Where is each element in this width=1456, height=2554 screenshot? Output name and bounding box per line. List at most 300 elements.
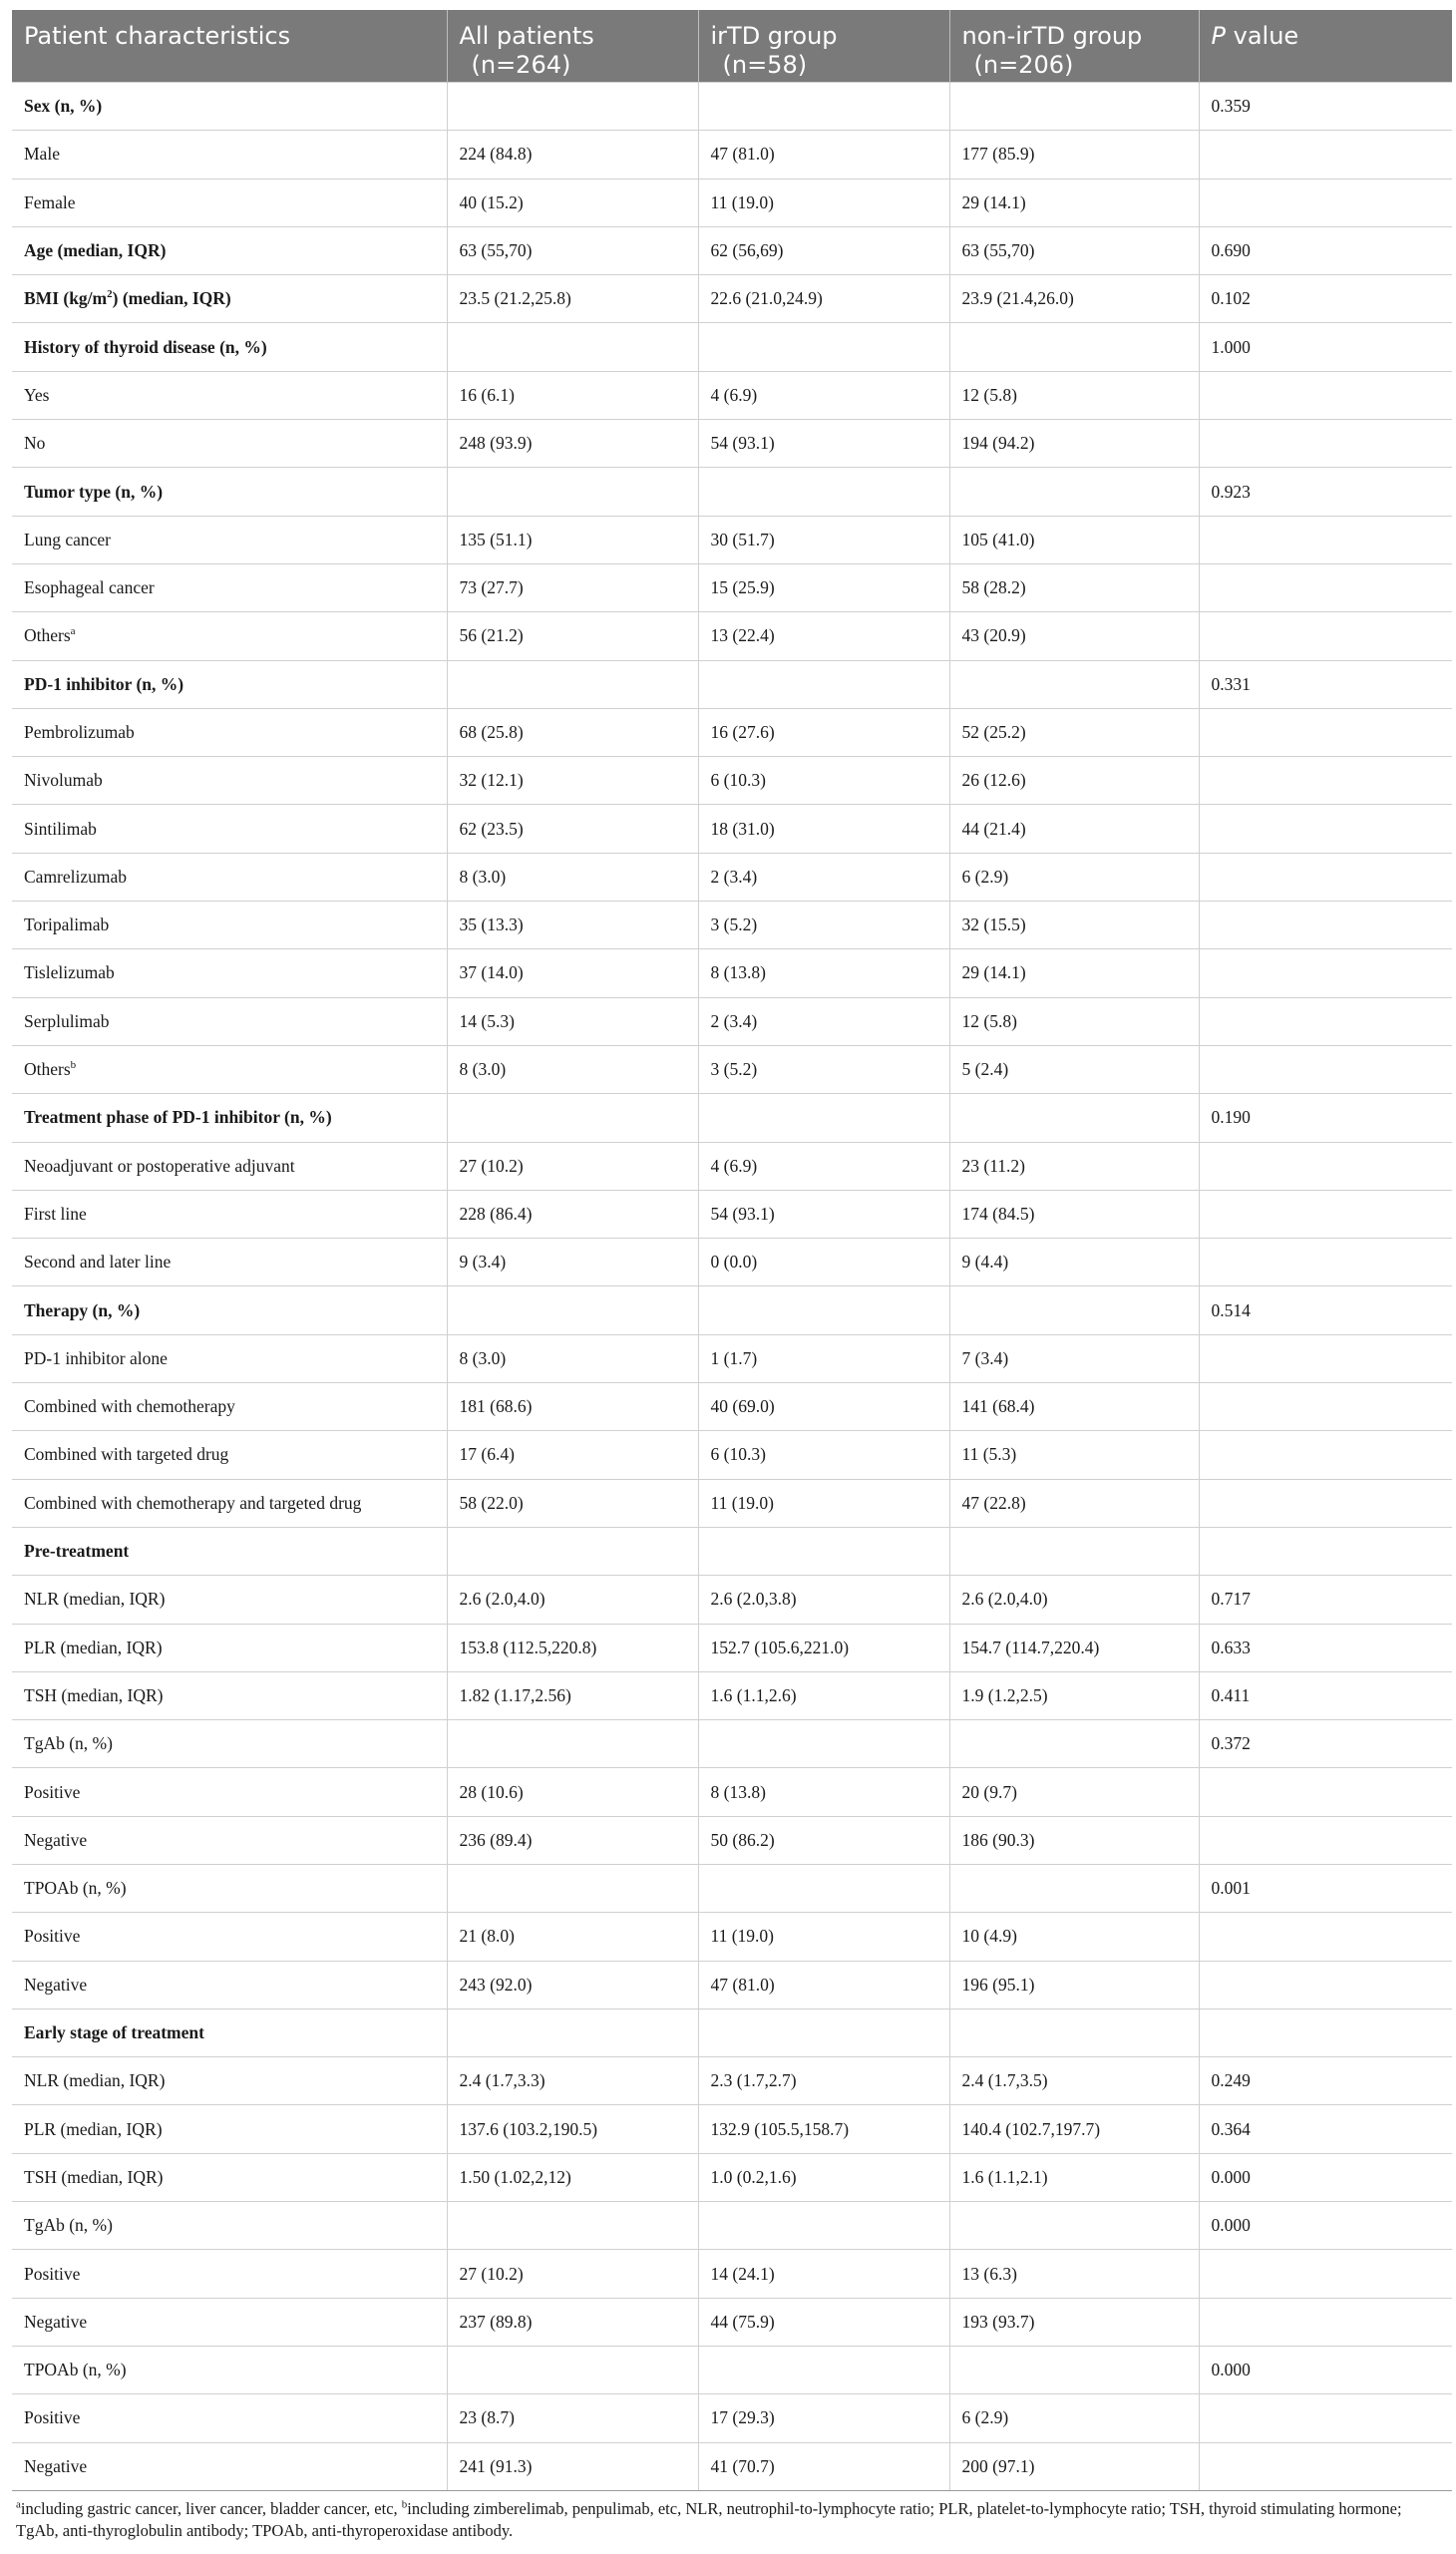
table-row: [12, 1576, 1452, 1624]
cell-all-patients: [447, 323, 698, 371]
cell-p-value: [1199, 1383, 1452, 1431]
cell-non-irtd-group: [949, 2008, 1199, 2056]
cell-characteristic: First line: [12, 1190, 447, 1238]
cell-characteristic: Tumor type (n, %): [12, 468, 447, 516]
cell-non-irtd-group: [949, 1527, 1199, 1575]
table-row: [12, 612, 1452, 660]
cell-p-value: [1199, 2250, 1452, 2298]
cell-non-irtd-group: 5 (2.4): [949, 1045, 1199, 1093]
cell-p-value: 0.633: [1199, 1624, 1452, 1671]
cell-p-value: [1199, 708, 1452, 756]
cell-irtd-group: 41 (70.7): [698, 2442, 949, 2490]
table-row: [12, 997, 1452, 1045]
cell-p-value: [1199, 1913, 1452, 1961]
cell-characteristic: TgAb (n, %): [12, 2202, 447, 2250]
table-row: [12, 2250, 1452, 2298]
cell-irtd-group: [698, 468, 949, 516]
table-row: [12, 275, 1452, 323]
cell-all-patients: 37 (14.0): [447, 949, 698, 997]
table-body: [12, 83, 1452, 2491]
cell-characteristic: NLR (median, IQR): [12, 2057, 447, 2105]
table-row: [12, 1239, 1452, 1286]
cell-characteristic: Neoadjuvant or postoperative adjuvant: [12, 1142, 447, 1190]
table-row: [12, 1479, 1452, 1527]
cell-characteristic: BMI $(kg/m^2)$ (median, IQR): [12, 275, 447, 323]
cell-all-patients: 153.8 (112.5,220.8): [447, 1624, 698, 1671]
cell-p-value: 0.923: [1199, 468, 1452, 516]
cell-irtd-group: 2 (3.4): [698, 997, 949, 1045]
cell-p-value: [1199, 1527, 1452, 1575]
table-row: [12, 1768, 1452, 1816]
cell-characteristic: TgAb (n, %): [12, 1720, 447, 1768]
cell-p-value: [1199, 1479, 1452, 1527]
cell-non-irtd-group: [949, 1094, 1199, 1142]
table-row: [12, 853, 1452, 901]
cell-p-value: [1199, 420, 1452, 468]
cell-all-patients: 32 (12.1): [447, 757, 698, 805]
cell-non-irtd-group: 177 (85.9): [949, 131, 1199, 179]
cell-p-value: [1199, 131, 1452, 179]
cell-irtd-group: [698, 2202, 949, 2250]
header-non-irtd-group: non-irTD group (n=206): [949, 10, 1199, 83]
table-row: [12, 2008, 1452, 2056]
cell-all-patients: 28 (10.6): [447, 1768, 698, 1816]
cell-p-value: [1199, 1045, 1452, 1093]
cell-p-value: [1199, 997, 1452, 1045]
cell-p-value: [1199, 949, 1452, 997]
cell-non-irtd-group: 58 (28.2): [949, 563, 1199, 611]
cell-all-patients: [447, 1286, 698, 1334]
table-row: [12, 2202, 1452, 2250]
cell-all-patients: [447, 83, 698, 131]
cell-irtd-group: [698, 2008, 949, 2056]
cell-p-value: [1199, 1768, 1452, 1816]
cell-irtd-group: 3 (5.2): [698, 902, 949, 949]
cell-irtd-group: 54 (93.1): [698, 420, 949, 468]
table-row: [12, 1624, 1452, 1671]
cell-irtd-group: 2.6 (2.0,3.8): [698, 1576, 949, 1624]
cell-all-patients: 135 (51.1): [447, 516, 698, 563]
table-row: [12, 516, 1452, 563]
table-row: [12, 902, 1452, 949]
cell-non-irtd-group: [949, 1720, 1199, 1768]
cell-non-irtd-group: [949, 2202, 1199, 2250]
table-row: [12, 1045, 1452, 1093]
cell-non-irtd-group: 194 (94.2): [949, 420, 1199, 468]
cell-p-value: [1199, 1239, 1452, 1286]
table-row: [12, 371, 1452, 419]
cell-non-irtd-group: 23.9 (21.4,26.0): [949, 275, 1199, 323]
cell-characteristic: Second and later line: [12, 1239, 447, 1286]
cell-irtd-group: 8 (13.8): [698, 949, 949, 997]
cell-all-patients: 8 (3.0): [447, 1334, 698, 1382]
cell-irtd-group: 152.7 (105.6,221.0): [698, 1624, 949, 1671]
cell-all-patients: 9 (3.4): [447, 1239, 698, 1286]
cell-p-value: 0.364: [1199, 2105, 1452, 2153]
cell-all-patients: 68 (25.8): [447, 708, 698, 756]
table-row: [12, 2057, 1452, 2105]
cell-characteristic: Negative: [12, 2298, 447, 2346]
cell-all-patients: 73 (27.7): [447, 563, 698, 611]
cell-p-value: [1199, 612, 1452, 660]
cell-all-patients: [447, 1527, 698, 1575]
cell-characteristic: PLR (median, IQR): [12, 2105, 447, 2153]
cell-p-value: [1199, 179, 1452, 226]
cell-non-irtd-group: 7 (3.4): [949, 1334, 1199, 1382]
table-row: [12, 757, 1452, 805]
table-row: [12, 83, 1452, 131]
table-row: [12, 1142, 1452, 1190]
cell-irtd-group: 15 (25.9): [698, 563, 949, 611]
cell-irtd-group: [698, 323, 949, 371]
cell-irtd-group: 4 (6.9): [698, 371, 949, 419]
cell-irtd-group: 44 (75.9): [698, 2298, 949, 2346]
cell-p-value: 0.000: [1199, 2346, 1452, 2393]
cell-irtd-group: [698, 1720, 949, 1768]
cell-all-patients: 8 (3.0): [447, 1045, 698, 1093]
table-row: [12, 1720, 1452, 1768]
cell-irtd-group: 2.3 (1.7,2.7): [698, 2057, 949, 2105]
cell-non-irtd-group: [949, 323, 1199, 371]
cell-p-value: [1199, 2442, 1452, 2490]
cell-characteristic: Others$^b$: [12, 1045, 447, 1093]
table-row: [12, 949, 1452, 997]
header-patient-characteristics: Patient characteristics: [12, 10, 447, 83]
cell-p-value: [1199, 1431, 1452, 1479]
cell-characteristic: Female: [12, 179, 447, 226]
cell-non-irtd-group: 44 (21.4): [949, 805, 1199, 853]
cell-non-irtd-group: 10 (4.9): [949, 1913, 1199, 1961]
table-row: [12, 468, 1452, 516]
cell-non-irtd-group: 11 (5.3): [949, 1431, 1199, 1479]
cell-all-patients: 21 (8.0): [447, 1913, 698, 1961]
cell-characteristic: TPOAb (n, %): [12, 1864, 447, 1912]
cell-all-patients: 23.5 (21.2,25.8): [447, 275, 698, 323]
header-p-value: P value: [1199, 10, 1452, 83]
characteristics-table-figure: [12, 10, 1452, 2542]
cell-characteristic: Nivolumab: [12, 757, 447, 805]
cell-irtd-group: 40 (69.0): [698, 1383, 949, 1431]
cell-p-value: 0.000: [1199, 2153, 1452, 2201]
cell-non-irtd-group: 1.9 (1.2,2.5): [949, 1671, 1199, 1719]
cell-characteristic: Others$^a$: [12, 612, 447, 660]
cell-p-value: 0.249: [1199, 2057, 1452, 2105]
cell-non-irtd-group: 32 (15.5): [949, 902, 1199, 949]
cell-non-irtd-group: [949, 2346, 1199, 2393]
cell-irtd-group: [698, 83, 949, 131]
cell-p-value: [1199, 563, 1452, 611]
table-row: [12, 131, 1452, 179]
cell-non-irtd-group: 1.6 (1.1,2.1): [949, 2153, 1199, 2201]
cell-non-irtd-group: 29 (14.1): [949, 179, 1199, 226]
cell-all-patients: 16 (6.1): [447, 371, 698, 419]
cell-irtd-group: 54 (93.1): [698, 1190, 949, 1238]
cell-p-value: 0.000: [1199, 2202, 1452, 2250]
cell-characteristic: Sintilimab: [12, 805, 447, 853]
cell-irtd-group: 3 (5.2): [698, 1045, 949, 1093]
cell-all-patients: [447, 1720, 698, 1768]
cell-non-irtd-group: [949, 1286, 1199, 1334]
cell-p-value: [1199, 516, 1452, 563]
table-row: [12, 1383, 1452, 1431]
cell-characteristic: TSH (median, IQR): [12, 1671, 447, 1719]
cell-irtd-group: 62 (56,69): [698, 226, 949, 274]
table-row: [12, 2153, 1452, 2201]
cell-irtd-group: 0 (0.0): [698, 1239, 949, 1286]
cell-irtd-group: 16 (27.6): [698, 708, 949, 756]
cell-all-patients: 56 (21.2): [447, 612, 698, 660]
table-row: [12, 323, 1452, 371]
cell-all-patients: [447, 1094, 698, 1142]
table-row: [12, 660, 1452, 708]
cell-non-irtd-group: 6 (2.9): [949, 853, 1199, 901]
cell-characteristic: Lung cancer: [12, 516, 447, 563]
table-row: [12, 420, 1452, 468]
cell-all-patients: 17 (6.4): [447, 1431, 698, 1479]
cell-characteristic: TPOAb (n, %): [12, 2346, 447, 2393]
cell-all-patients: 14 (5.3): [447, 997, 698, 1045]
cell-all-patients: 27 (10.2): [447, 1142, 698, 1190]
cell-non-irtd-group: 200 (97.1): [949, 2442, 1199, 2490]
cell-non-irtd-group: 2.4 (1.7,3.5): [949, 2057, 1199, 2105]
cell-characteristic: Age (median, IQR): [12, 226, 447, 274]
cell-all-patients: 2.4 (1.7,3.3): [447, 2057, 698, 2105]
cell-characteristic: Camrelizumab: [12, 853, 447, 901]
cell-characteristic: Early stage of treatment: [12, 2008, 447, 2056]
cell-all-patients: 58 (22.0): [447, 1479, 698, 1527]
cell-characteristic: PD-1 inhibitor alone: [12, 1334, 447, 1382]
table-row: [12, 805, 1452, 853]
cell-characteristic: Male: [12, 131, 447, 179]
cell-irtd-group: 17 (29.3): [698, 2394, 949, 2442]
cell-irtd-group: 132.9 (105.5,158.7): [698, 2105, 949, 2153]
cell-p-value: [1199, 1816, 1452, 1864]
patient-characteristics-table: [12, 10, 1452, 2491]
cell-p-value: 0.359: [1199, 83, 1452, 131]
cell-irtd-group: 2 (3.4): [698, 853, 949, 901]
cell-irtd-group: 50 (86.2): [698, 1816, 949, 1864]
cell-characteristic: Toripalimab: [12, 902, 447, 949]
cell-non-irtd-group: 12 (5.8): [949, 371, 1199, 419]
cell-non-irtd-group: 43 (20.9): [949, 612, 1199, 660]
cell-all-patients: 8 (3.0): [447, 853, 698, 901]
cell-characteristic: Negative: [12, 1961, 447, 2008]
table-row: [12, 1961, 1452, 2008]
cell-all-patients: 241 (91.3): [447, 2442, 698, 2490]
cell-non-irtd-group: 193 (93.7): [949, 2298, 1199, 2346]
cell-p-value: 0.372: [1199, 1720, 1452, 1768]
cell-non-irtd-group: 186 (90.3): [949, 1816, 1199, 1864]
cell-non-irtd-group: 29 (14.1): [949, 949, 1199, 997]
cell-p-value: [1199, 805, 1452, 853]
cell-characteristic: Positive: [12, 2250, 447, 2298]
cell-irtd-group: 11 (19.0): [698, 1913, 949, 1961]
table-row: [12, 2394, 1452, 2442]
table-row: [12, 563, 1452, 611]
cell-irtd-group: 13 (22.4): [698, 612, 949, 660]
cell-all-patients: [447, 2346, 698, 2393]
table-row: [12, 226, 1452, 274]
cell-all-patients: [447, 468, 698, 516]
cell-p-value: 0.331: [1199, 660, 1452, 708]
table-row: [12, 1094, 1452, 1142]
cell-characteristic: Yes: [12, 371, 447, 419]
table-row: [12, 1527, 1452, 1575]
cell-characteristic: History of thyroid disease (n, %): [12, 323, 447, 371]
cell-non-irtd-group: 20 (9.7): [949, 1768, 1199, 1816]
table-row: [12, 2442, 1452, 2490]
cell-characteristic: Pembrolizumab: [12, 708, 447, 756]
table-row: [12, 708, 1452, 756]
table-row: [12, 1671, 1452, 1719]
cell-characteristic: NLR (median, IQR): [12, 1576, 447, 1624]
cell-p-value: [1199, 1334, 1452, 1382]
cell-p-value: [1199, 371, 1452, 419]
cell-all-patients: 62 (23.5): [447, 805, 698, 853]
cell-all-patients: [447, 660, 698, 708]
cell-all-patients: 1.50 (1.02,2,12): [447, 2153, 698, 2201]
cell-non-irtd-group: 196 (95.1): [949, 1961, 1199, 2008]
cell-irtd-group: 47 (81.0): [698, 131, 949, 179]
cell-irtd-group: 8 (13.8): [698, 1768, 949, 1816]
cell-irtd-group: [698, 1527, 949, 1575]
cell-characteristic: Therapy (n, %): [12, 1286, 447, 1334]
cell-non-irtd-group: 2.6 (2.0,4.0): [949, 1576, 1199, 1624]
table-header: [12, 10, 1452, 83]
cell-characteristic: Serplulimab: [12, 997, 447, 1045]
cell-characteristic: Treatment phase of PD-1 inhibitor (n, %): [12, 1094, 447, 1142]
cell-non-irtd-group: 174 (84.5): [949, 1190, 1199, 1238]
cell-p-value: [1199, 1190, 1452, 1238]
cell-all-patients: 224 (84.8): [447, 131, 698, 179]
cell-characteristic: Tislelizumab: [12, 949, 447, 997]
header-irtd-group: irTD group (n=58): [698, 10, 949, 83]
cell-irtd-group: [698, 1864, 949, 1912]
cell-p-value: 0.690: [1199, 226, 1452, 274]
cell-non-irtd-group: 141 (68.4): [949, 1383, 1199, 1431]
table-row: [12, 1286, 1452, 1334]
cell-p-value: [1199, 853, 1452, 901]
table-row: [12, 2105, 1452, 2153]
cell-characteristic: PD-1 inhibitor (n, %): [12, 660, 447, 708]
cell-all-patients: 2.6 (2.0,4.0): [447, 1576, 698, 1624]
cell-characteristic: Positive: [12, 1768, 447, 1816]
cell-irtd-group: [698, 660, 949, 708]
table-row: [12, 1431, 1452, 1479]
cell-p-value: 1.000: [1199, 323, 1452, 371]
cell-non-irtd-group: [949, 660, 1199, 708]
cell-characteristic: Combined with chemotherapy: [12, 1383, 447, 1431]
cell-non-irtd-group: 23 (11.2): [949, 1142, 1199, 1190]
table-row: [12, 1334, 1452, 1382]
cell-characteristic: No: [12, 420, 447, 468]
cell-irtd-group: 1.0 (0.2,1.6): [698, 2153, 949, 2201]
cell-characteristic: Combined with chemotherapy and targeted drug: [12, 1479, 447, 1527]
cell-p-value: [1199, 2394, 1452, 2442]
cell-all-patients: 181 (68.6): [447, 1383, 698, 1431]
cell-all-patients: 137.6 (103.2,190.5): [447, 2105, 698, 2153]
cell-p-value: 0.411: [1199, 1671, 1452, 1719]
cell-non-irtd-group: [949, 468, 1199, 516]
cell-all-patients: 27 (10.2): [447, 2250, 698, 2298]
table-row: [12, 1190, 1452, 1238]
cell-p-value: [1199, 2298, 1452, 2346]
cell-non-irtd-group: 47 (22.8): [949, 1479, 1199, 1527]
cell-all-patients: 63 (55,70): [447, 226, 698, 274]
cell-non-irtd-group: 52 (25.2): [949, 708, 1199, 756]
table-footnote: $^a$including gastric cancer, liver cancer, bladder cancer, etc, $^b$including zimberelimab, penpulimab, etc, NLR, neutrophil-to-lymphocyte ratio; PLR, platelet-to-lymphocyte ratio; TSH, thyroid stimulating hormone; TgAb, anti-thyroglobulin antibody; TPOAb, anti-thyroperoxidase antibody.: [16, 2498, 1402, 2540]
cell-irtd-group: 14 (24.1): [698, 2250, 949, 2298]
cell-characteristic: Pre-treatment: [12, 1527, 447, 1575]
cell-irtd-group: 4 (6.9): [698, 1142, 949, 1190]
cell-irtd-group: 11 (19.0): [698, 179, 949, 226]
cell-all-patients: 35 (13.3): [447, 902, 698, 949]
cell-p-value: [1199, 902, 1452, 949]
cell-non-irtd-group: 63 (55,70): [949, 226, 1199, 274]
cell-all-patients: 23 (8.7): [447, 2394, 698, 2442]
cell-irtd-group: 18 (31.0): [698, 805, 949, 853]
cell-irtd-group: [698, 1094, 949, 1142]
cell-irtd-group: 6 (10.3): [698, 1431, 949, 1479]
cell-characteristic: Esophageal cancer: [12, 563, 447, 611]
cell-p-value: 0.717: [1199, 1576, 1452, 1624]
table-row: [12, 179, 1452, 226]
cell-irtd-group: 11 (19.0): [698, 1479, 949, 1527]
cell-irtd-group: 47 (81.0): [698, 1961, 949, 2008]
cell-irtd-group: [698, 1286, 949, 1334]
cell-all-patients: 1.82 (1.17,2.56): [447, 1671, 698, 1719]
cell-irtd-group: 6 (10.3): [698, 757, 949, 805]
table-row: [12, 1864, 1452, 1912]
cell-characteristic: Combined with targeted drug: [12, 1431, 447, 1479]
cell-irtd-group: 1.6 (1.1,2.6): [698, 1671, 949, 1719]
cell-irtd-group: 22.6 (21.0,24.9): [698, 275, 949, 323]
cell-all-patients: 40 (15.2): [447, 179, 698, 226]
header-all-patients: All patients (n=264): [447, 10, 698, 83]
cell-non-irtd-group: 9 (4.4): [949, 1239, 1199, 1286]
cell-characteristic: Negative: [12, 1816, 447, 1864]
table-row: [12, 2298, 1452, 2346]
cell-characteristic: TSH (median, IQR): [12, 2153, 447, 2201]
cell-characteristic: Negative: [12, 2442, 447, 2490]
table-row: [12, 2346, 1452, 2393]
cell-non-irtd-group: 105 (41.0): [949, 516, 1199, 563]
cell-all-patients: 243 (92.0): [447, 1961, 698, 2008]
cell-all-patients: [447, 2202, 698, 2250]
cell-p-value: 0.514: [1199, 1286, 1452, 1334]
cell-non-irtd-group: 6 (2.9): [949, 2394, 1199, 2442]
cell-non-irtd-group: 140.4 (102.7,197.7): [949, 2105, 1199, 2153]
cell-irtd-group: [698, 2346, 949, 2393]
cell-characteristic: Sex (n, %): [12, 83, 447, 131]
table-row: [12, 1816, 1452, 1864]
cell-p-value: 0.102: [1199, 275, 1452, 323]
cell-p-value: [1199, 1142, 1452, 1190]
cell-characteristic: Positive: [12, 2394, 447, 2442]
cell-irtd-group: 30 (51.7): [698, 516, 949, 563]
cell-p-value: [1199, 757, 1452, 805]
cell-p-value: [1199, 1961, 1452, 2008]
cell-non-irtd-group: 12 (5.8): [949, 997, 1199, 1045]
cell-all-patients: 248 (93.9): [447, 420, 698, 468]
cell-non-irtd-group: [949, 83, 1199, 131]
cell-all-patients: 228 (86.4): [447, 1190, 698, 1238]
table-row: [12, 1913, 1452, 1961]
cell-p-value: 0.001: [1199, 1864, 1452, 1912]
cell-p-value: 0.190: [1199, 1094, 1452, 1142]
cell-non-irtd-group: 154.7 (114.7,220.4): [949, 1624, 1199, 1671]
cell-irtd-group: 1 (1.7): [698, 1334, 949, 1382]
